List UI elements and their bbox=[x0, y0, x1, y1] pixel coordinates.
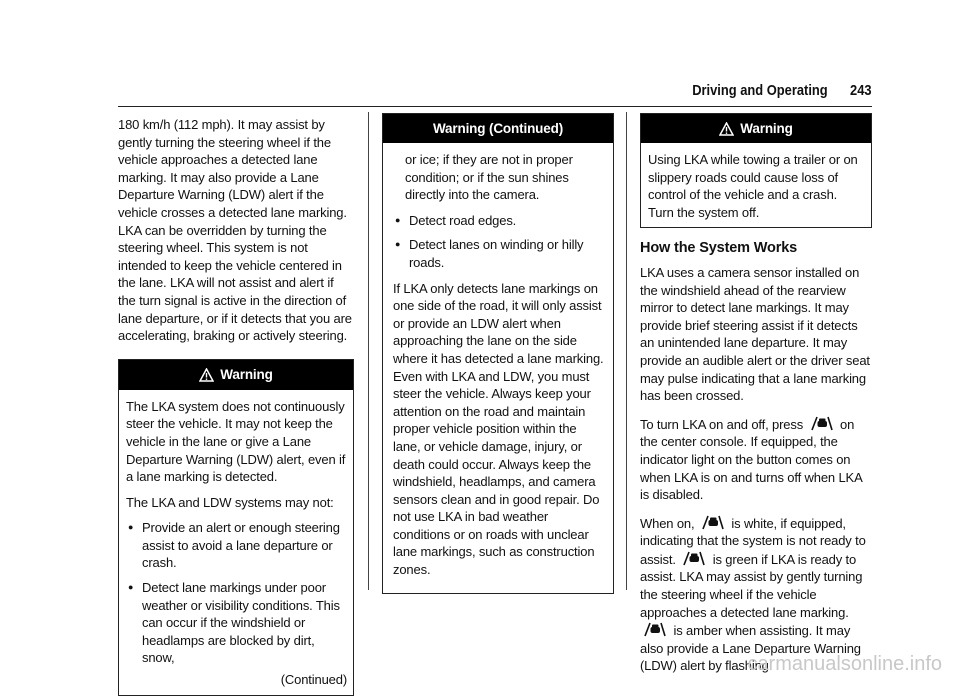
warning-bullet-list bbox=[393, 212, 607, 272]
warning-text: or ice; if they are not in proper condition; or if the sun shines directly into the camera. bbox=[405, 152, 573, 203]
page-header bbox=[693, 82, 872, 99]
body-paragraph bbox=[640, 415, 872, 504]
warning-box bbox=[118, 359, 354, 696]
list-item: ● Detect road edges. bbox=[393, 212, 607, 230]
lane-keep-assist-icon bbox=[643, 621, 667, 637]
warning-header bbox=[641, 114, 871, 143]
column-divider bbox=[626, 112, 627, 590]
watermark: carmanualsonline.info bbox=[747, 653, 942, 675]
warning-title: Warning bbox=[220, 366, 273, 382]
body-paragraph: 180 km/h (112 mph). It may assist by gently turning the steering wheel if the vehicle approaches a detected lane marking. It may also provide a Lane Departure Warning (LDW) alert if the vehicle crosses a detected lane marking. LKA can be overridden by turning the steering wheel. This system is not intended to keep the vehicle centered in the lane. LKA will not assist and alert if the turn signal is active in the direction of lane departure, or if it detects that you are accelerating, braking or actively steering. bbox=[118, 117, 352, 344]
warning-text: The LKA and LDW systems may not: bbox=[126, 494, 334, 510]
body-paragraph bbox=[640, 514, 872, 675]
column-2 bbox=[382, 113, 614, 594]
text-fragment: is green if LKA is ready to assist. LKA may assist by gently turning the steering wheel if the vehicle approaches a detected lane marking. bbox=[640, 551, 863, 620]
warning-bullet-list bbox=[126, 519, 347, 667]
continued-label: (Continued) bbox=[280, 672, 347, 688]
warning-title: Warning (Continued) bbox=[432, 120, 564, 136]
section-running-title: Driving and Operating bbox=[692, 82, 829, 99]
column-1 bbox=[118, 116, 354, 696]
column-divider bbox=[368, 112, 369, 590]
warning-title: Warning bbox=[740, 120, 793, 136]
text-fragment: To turn LKA on and off, press bbox=[640, 416, 804, 432]
list-item: ● Detect lanes on winding or hilly roads. bbox=[393, 236, 607, 271]
warning-text: The LKA system does not continuously steer the vehicle. It may not keep the vehicle in the lane or give a Lane Departure Warning (LDW) alert, even if a lane marking is detected. bbox=[126, 398, 346, 485]
warning-body bbox=[119, 390, 353, 695]
text-fragment: When on, bbox=[640, 515, 695, 531]
text-fragment: is amber when assisting. It may also provide a Lane Departure Warning (LDW) alert by flashing bbox=[640, 623, 861, 674]
header-rule bbox=[118, 106, 872, 107]
warning-text: If LKA only detects lane markings on one side of the road, it will only assist or provide an LDW alert when approaching the lane on the side where it has detected a lane marking. Even with LKA and LDW, you must steer the vehicle. Always keep your attention on the road and maintain proper vehicle position within the lane, or vehicle damage, injury, or death could occur. Always keep the windshield, headlamps, and camera sensors clean and in good repair. Do not use LKA in bad weather conditions or on roads with unclear lane markings, such as construction zones. bbox=[393, 280, 604, 578]
list-item: ● Provide an alert or enough steering assist to avoid a lane departure or crash. bbox=[126, 519, 347, 572]
warning-triangle-icon bbox=[199, 368, 214, 382]
column-3 bbox=[640, 113, 872, 685]
warning-header bbox=[383, 114, 613, 143]
lane-keep-assist-icon bbox=[701, 514, 725, 530]
warning-text: Using LKA while towing a trailer or on slippery roads could cause loss of control of the vehicle and a crash. Turn the system off. bbox=[648, 152, 858, 220]
body-paragraph: LKA uses a camera sensor installed on the windshield ahead of the rearview mirror to detect lane markings. It may provide brief steering assist if it detects an unintended lane departure. It may provide an audible alert or the driver seat may pulse indicating that a lane marking has been crossed. bbox=[640, 264, 870, 404]
warning-box bbox=[640, 113, 872, 228]
text-fragment: is white, if equipped, indicating that the system is not ready to assist. bbox=[640, 515, 866, 567]
warning-box-continued bbox=[382, 113, 614, 594]
section-heading: How the System Works bbox=[640, 240, 798, 257]
list-item: ● Detect lane markings under poor weather or visibility conditions. This can occur if the windshield or headlamps are blocked by dirt, snow, bbox=[126, 579, 347, 667]
warning-body bbox=[383, 143, 613, 593]
page-number: 243 bbox=[850, 82, 872, 99]
warning-body bbox=[641, 143, 871, 227]
text-fragment: on the center console. If equipped, the indicator light on the button comes on when LKA is on and turns off when LKA is disabled. bbox=[640, 416, 862, 503]
warning-header bbox=[119, 360, 353, 390]
lane-keep-assist-icon bbox=[682, 550, 706, 566]
lane-keep-assist-icon bbox=[810, 415, 834, 431]
warning-triangle-icon bbox=[719, 122, 734, 136]
